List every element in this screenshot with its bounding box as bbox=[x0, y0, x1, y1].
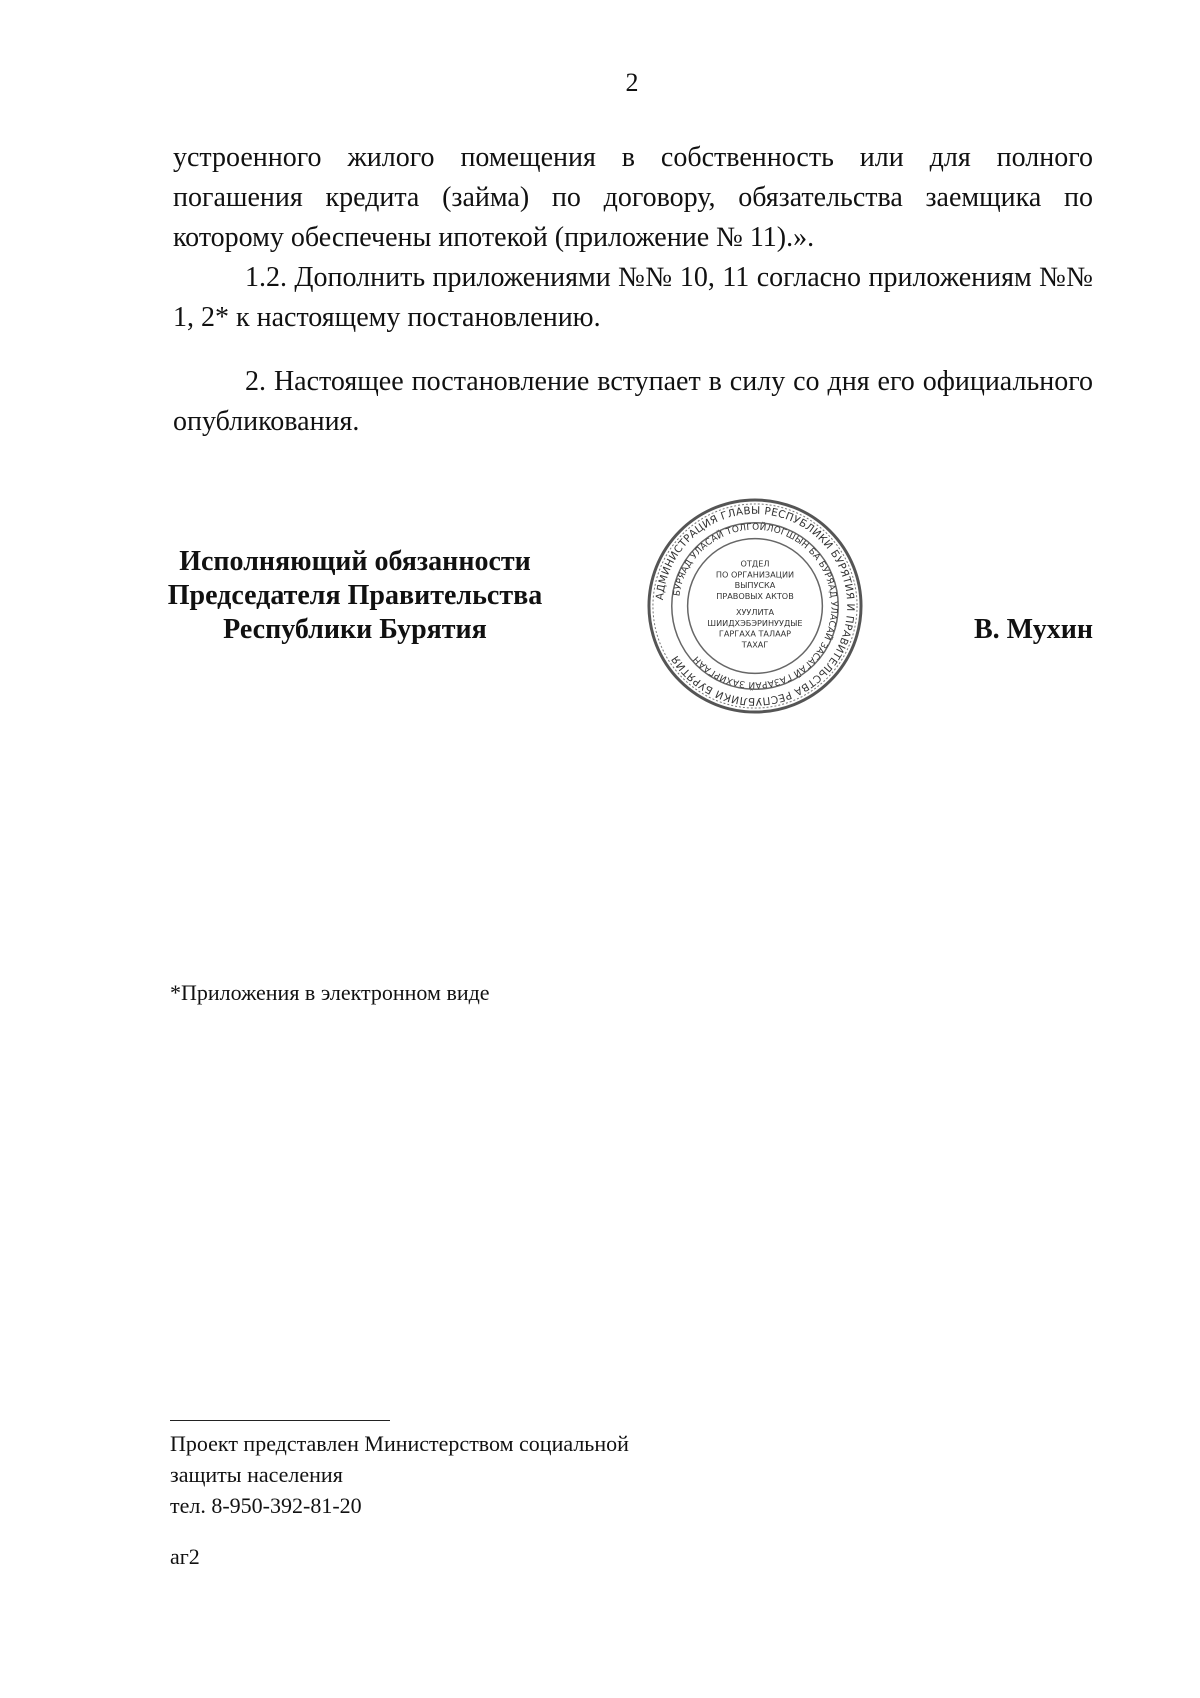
signatory-title-line: Исполняющий обязанности bbox=[179, 546, 531, 577]
seal-inner-text: БУРЯАД УЛАСАЙ ТОЛГОЙЛОГШЫН БА БУРЯАД УЛАСАЙ ЗАСАГАЙ ГАЗАРАЙ ЗАХИРГААН bbox=[672, 522, 839, 690]
page-number: 2 bbox=[625, 68, 639, 97]
footer-contact bbox=[170, 1428, 629, 1521]
footer-line: защиты населения bbox=[170, 1462, 343, 1487]
seal-center-line: ПРАВОВЫХ АКТОВ bbox=[716, 591, 794, 602]
paragraph-1-2: 1.2. Дополнить приложениями №№ 10, 11 согласно приложениям №№ 1, 2* к настоящему постановлению. bbox=[173, 262, 1093, 333]
signatory-title-line: Председателя Правительства bbox=[167, 580, 543, 611]
signatory-title bbox=[150, 545, 560, 647]
document-body bbox=[173, 138, 1093, 442]
seal-outer-text: АДМИНИСТРАЦИЯ ГЛАВЫ РЕСПУБЛИКИ БУРЯТИЯ И ПРАВИТЕЛЬСТВА РЕСПУБЛИКИ БУРЯТИЯ bbox=[653, 504, 857, 708]
official-seal bbox=[646, 497, 864, 715]
seal-center-line: ОТДЕЛ bbox=[740, 558, 770, 569]
seal-center-line: ШИИДХЭБЭРИНУУДЫЕ bbox=[707, 617, 803, 628]
signatory-title-line: Республики Бурятия bbox=[223, 614, 487, 645]
footer-divider bbox=[170, 1420, 390, 1421]
signatory-name: В. Мухин bbox=[974, 614, 1093, 645]
seal-center-line: ХУУЛИТА bbox=[735, 606, 775, 617]
document-code: аг2 bbox=[170, 1544, 200, 1569]
seal-center-line: ГАРГАХА ТАЛААР bbox=[718, 628, 792, 639]
paragraph-continuation: устроенного жилого помещения в собственность или для полного погашения кредита (займа) по договору, обязательства заемщика по которому обеспечены ипотекой (приложение № 11).». bbox=[173, 142, 1093, 253]
paragraph-2: 2. Настоящее постановление вступает в силу со дня его официального опубликования. bbox=[173, 366, 1093, 437]
footer-line: Проект представлен Министерством социальной bbox=[170, 1431, 629, 1456]
seal-center-line: ТАХАГ bbox=[741, 639, 769, 650]
footer-phone: тел. 8-950-392-81-20 bbox=[170, 1493, 362, 1518]
seal-center-line: ВЫПУСКА bbox=[734, 580, 776, 591]
seal-center-line: ПО ОРГАНИЗАЦИИ bbox=[715, 569, 795, 580]
attachment-footnote: *Приложения в электронном виде bbox=[170, 980, 490, 1005]
